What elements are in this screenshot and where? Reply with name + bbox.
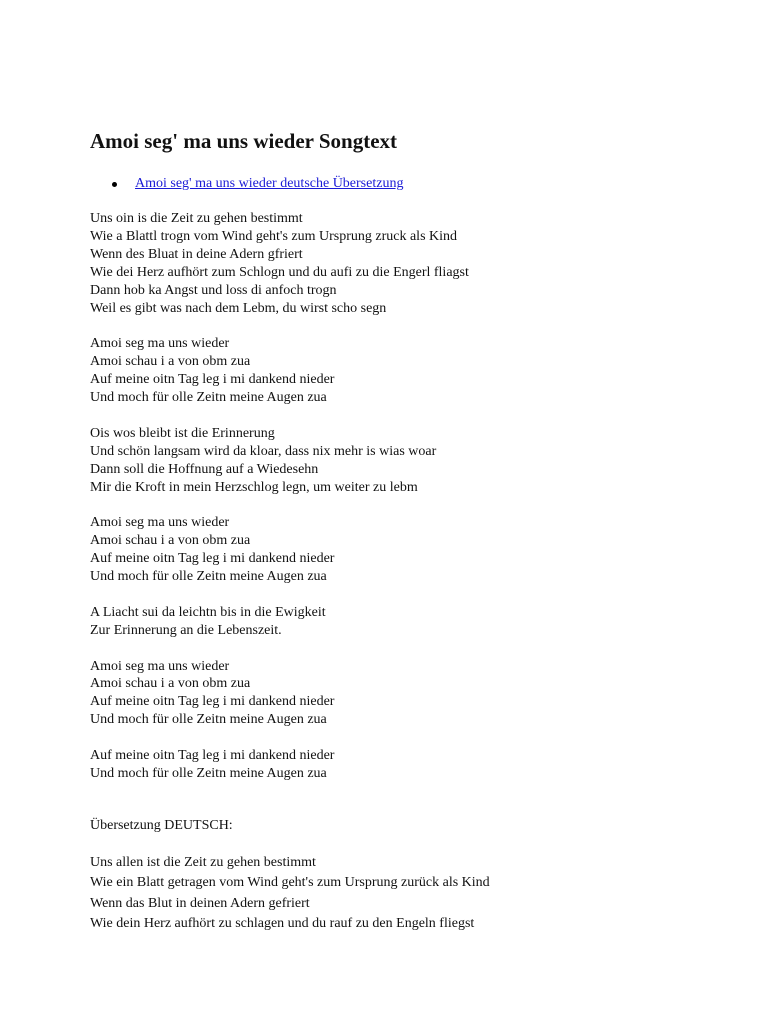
lyric-line: Dann soll die Hoffnung auf a Wiedesehn xyxy=(90,461,319,477)
lyric-line: Amoi schau i a von obm zua xyxy=(90,354,251,370)
lyric-line: Und moch für olle Zeitn meine Augen zua xyxy=(90,766,327,781)
lyric-line: Uns oin is die Zeit zu gehen bestimmt xyxy=(90,211,303,226)
lyric-line: Ois wos bleibt ist die Erinnerung xyxy=(90,425,275,441)
lyric-line: Amoi seg ma uns wieder xyxy=(90,336,230,352)
translation-link[interactable]: Amoi seg' ma uns wieder deutsche Übersetzung xyxy=(135,176,404,191)
lyrics-stanza xyxy=(90,425,730,497)
lyric-line: Wie a Blattl trogn vom Wind geht's zum Ursprung zruck als Kind xyxy=(90,228,458,244)
lyric-line: Wenn des Bluat in deine Adern gfriert xyxy=(90,246,303,262)
lyric-line: Amoi schau i a von obm zua xyxy=(90,676,251,692)
lyric-line: Und moch für olle Zeitn meine Augen zua xyxy=(90,569,327,585)
lyric-line: Auf meine oitn Tag leg i mi dankend nieder xyxy=(90,694,335,710)
lyric-line: Und moch für olle Zeitn meine Augen zua xyxy=(90,712,327,728)
translation-body xyxy=(90,853,730,935)
lyrics-stanza xyxy=(90,747,730,783)
lyric-line: Und moch für olle Zeitn meine Augen zua xyxy=(90,390,327,406)
list-item xyxy=(90,175,730,193)
page-title: Amoi seg' ma uns wieder Songtext xyxy=(90,129,398,153)
lyrics-stanza xyxy=(90,514,730,586)
lyric-line: Mir die Kroft in mein Herzschlog legn, um weiter zu lebm xyxy=(90,479,418,495)
lyrics-stanza xyxy=(90,604,730,640)
translation-line: Wie ein Blatt getragen vom Wind geht's zum Ursprung zurück als Kind xyxy=(90,875,490,891)
translation-heading: Übersetzung DEUTSCH: xyxy=(90,817,233,833)
lyric-line: Auf meine oitn Tag leg i mi dankend nieder xyxy=(90,372,335,388)
lyric-line: Zur Erinnerung an die Lebenszeit. xyxy=(90,622,282,638)
lyric-line: Auf meine oitn Tag leg i mi dankend nieder xyxy=(90,551,335,567)
lyric-line: Dann hob ka Angst und loss di anfoch trogn xyxy=(90,282,337,298)
lyric-line: Weil es gibt was nach dem Lebm, du wirst scho segn xyxy=(90,300,387,316)
translation-line: Uns allen ist die Zeit zu gehen bestimmt xyxy=(90,854,316,870)
translation-line: Wenn das Blut in deinen Adern gefriert xyxy=(90,895,310,911)
lyric-line: Amoi seg ma uns wieder xyxy=(90,658,230,674)
bullet-icon xyxy=(112,182,117,187)
link-list xyxy=(90,175,730,193)
lyric-line: Amoi seg ma uns wieder xyxy=(90,515,230,531)
lyrics-stanza xyxy=(90,658,730,730)
lyric-line: Und schön langsam wird da kloar, dass nix mehr is wias woar xyxy=(90,443,437,459)
lyric-line: Amoi schau i a von obm zua xyxy=(90,533,251,549)
lyric-line: Wie dei Herz aufhört zum Schlogn und du aufi zu die Engerl fliagst xyxy=(90,264,469,280)
translation-line: Wie dein Herz aufhört zu schlagen und du rauf zu den Engeln fliegst xyxy=(90,916,475,932)
lyric-line: A Liacht sui da leichtn bis in die Ewigkeit xyxy=(90,604,326,620)
lyrics-body xyxy=(90,210,730,783)
document-page xyxy=(90,126,730,935)
lyric-line: Auf meine oitn Tag leg i mi dankend nieder xyxy=(90,748,335,764)
lyrics-stanza xyxy=(90,335,730,407)
lyrics-stanza xyxy=(90,210,730,317)
